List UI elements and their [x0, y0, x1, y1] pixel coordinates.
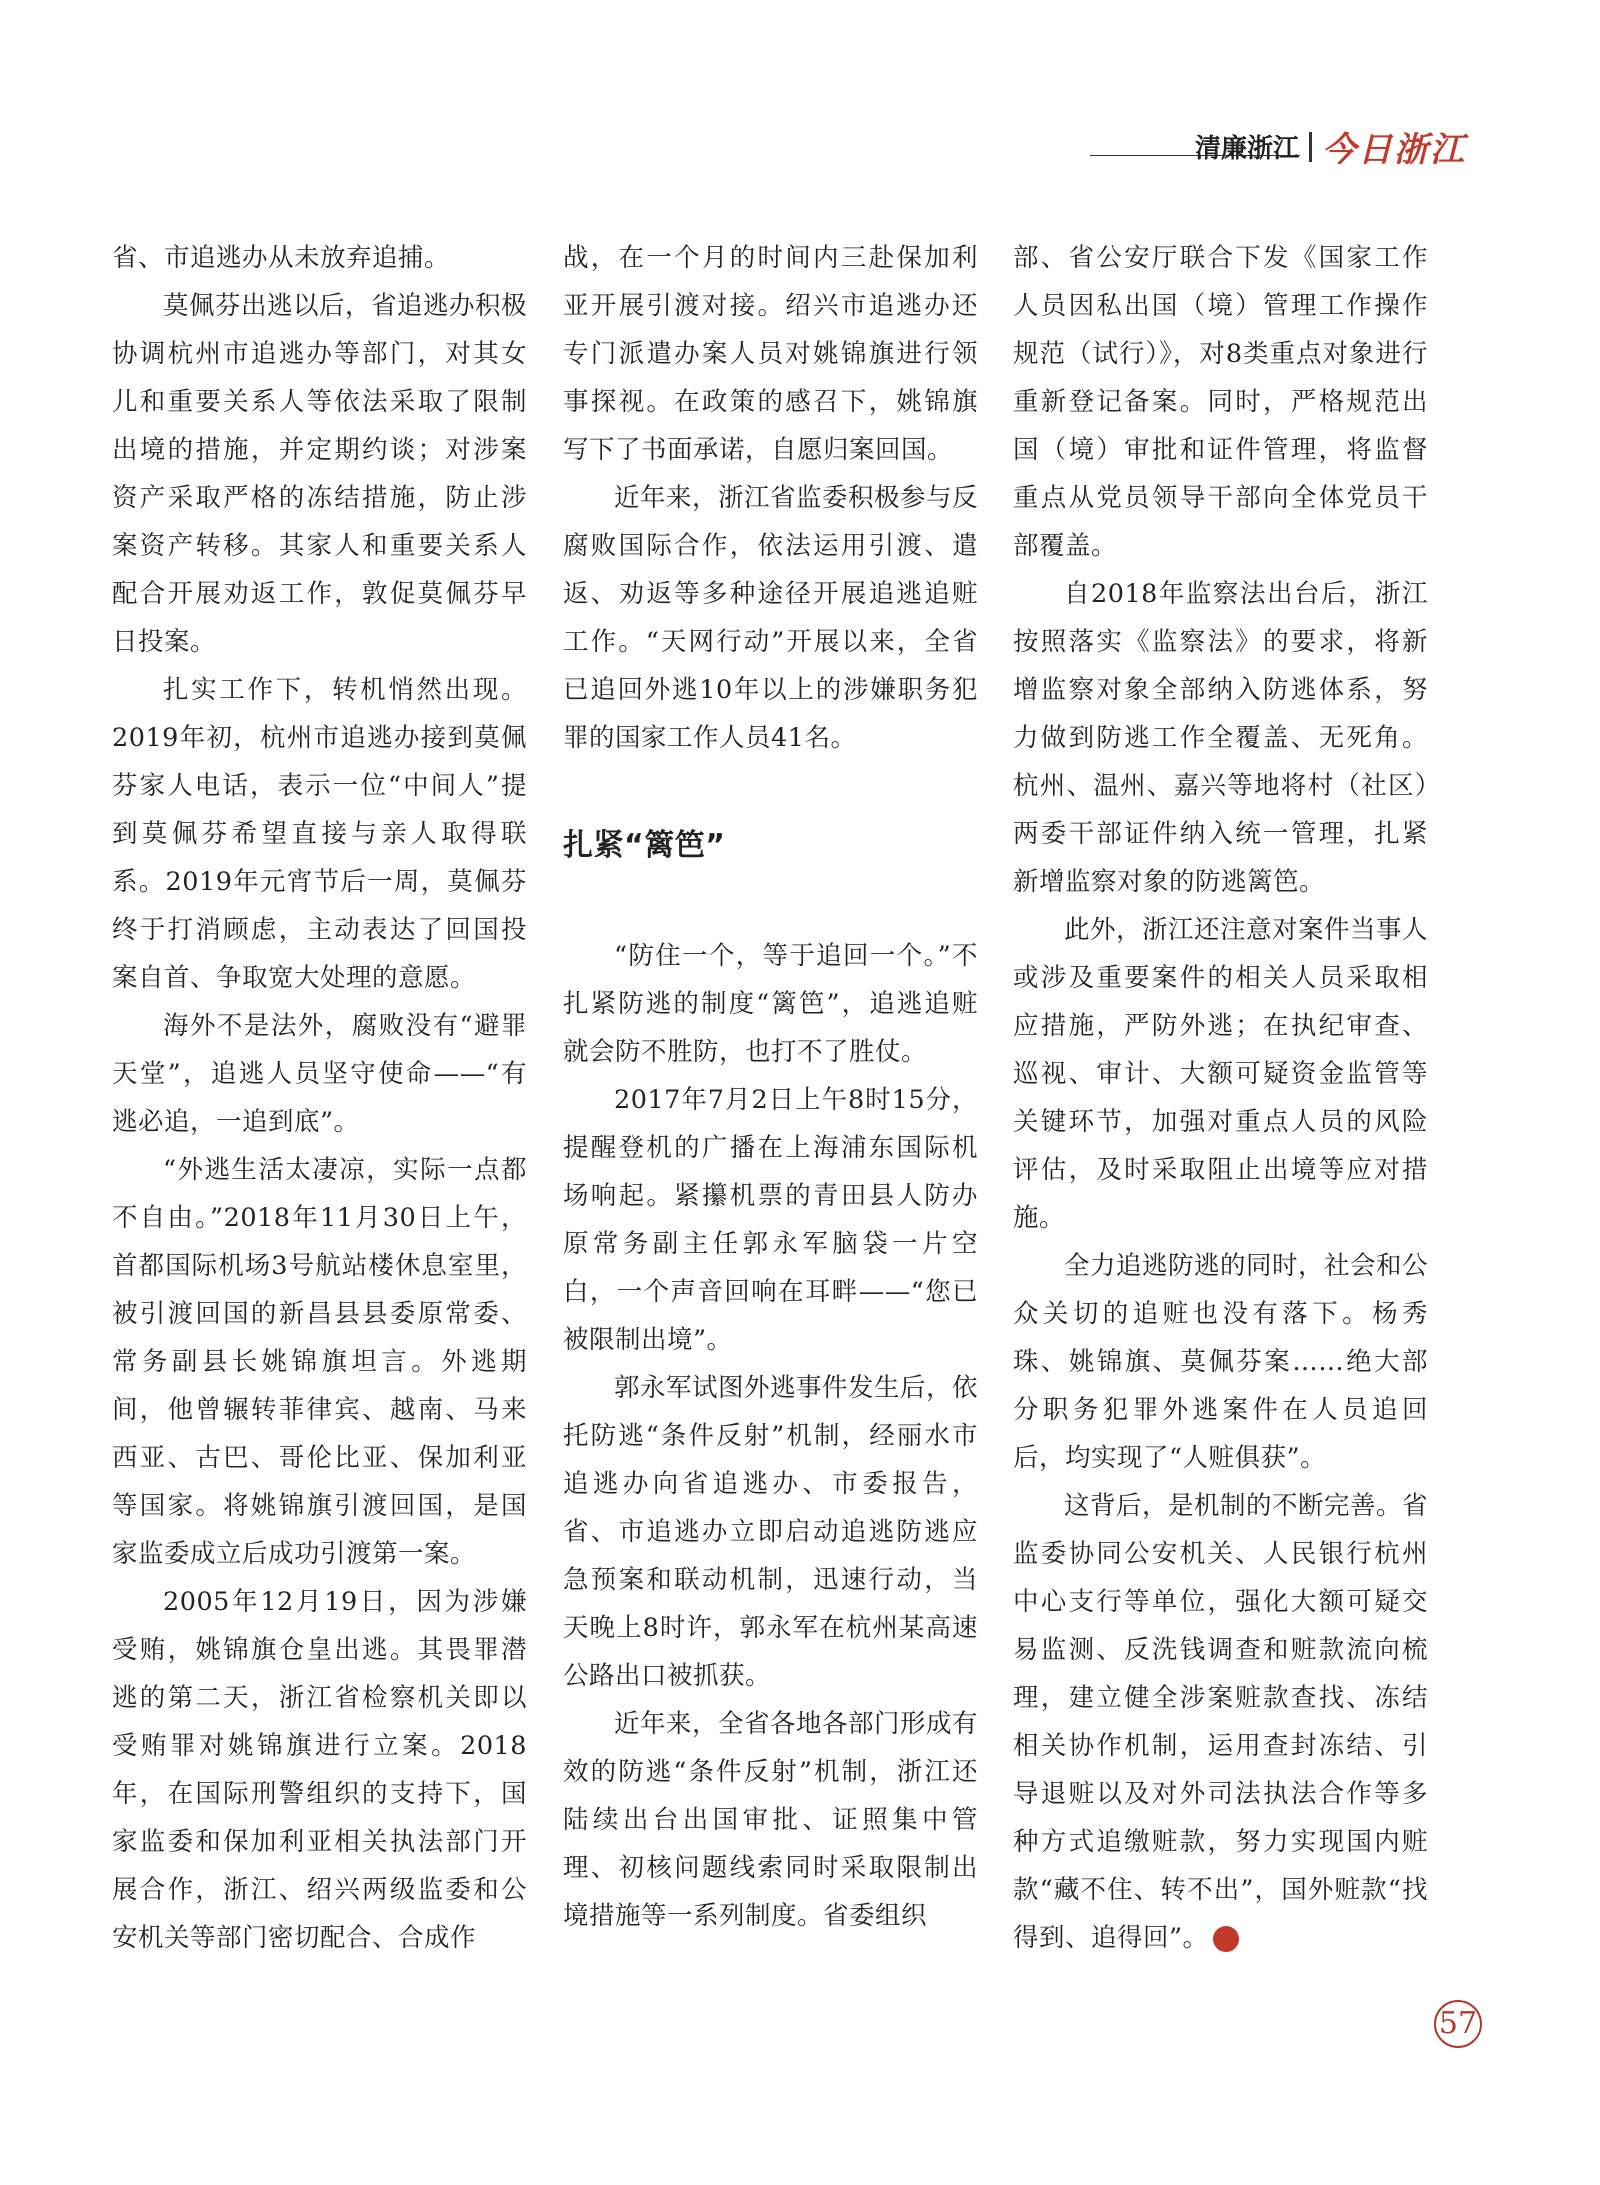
paragraph: 战，在一个月的时间内三赴保加利亚开展引渡对接。绍兴市追逃办还专门派遣办案人员对姚锦旗进行领事探视。在政策的感召下，姚锦旗写下了书面承诺，自愿归案回国。: [563, 243, 978, 465]
paragraph: 此外，浙江还注意对案件当事人或涉及重要案件的相关人员采取相应措施，严防外逃；在执纪审查、巡视、审计、大额可疑资金监管等关键环节，加强对重点人员的风险评估，及时采取阻止出境等应对措施。: [1013, 915, 1429, 1233]
article-column-2: [563, 234, 978, 1940]
paragraph-text: 这背后，是机制的不断完善。省监委协同公安机关、人民银行杭州中心支行等单位，强化大额可疑交易监测、反洗钱调查和赃款流向梳理，建立健全涉案赃款查找、冻结相关协作机制，运用查封冻结、引导退赃以及对外司法执法合作等多种方式追缴赃款，努力实现国内赃款“藏不住、转不出”，国外赃款“找得到、追得回”。: [1013, 1491, 1429, 1953]
paragraph: 全力追逃防逃的同时，社会和公众关切的追赃也没有落下。杨秀珠、姚锦旗、莫佩芬案……绝大部分职务犯罪外逃案件在人员追回后，均实现了“人赃俱获”。: [1013, 1251, 1429, 1473]
section-name: 清廉浙江: [1194, 134, 1299, 164]
paragraph: 部、省公安厅联合下发《国家工作人员因私出国（境）管理工作操作规范（试行）》，对8类重点对象进行重新登记备案。同时，严格规范出国（境）审批和证件管理，将监督重点从党员领导干部向全体党员干部覆盖。: [1013, 243, 1428, 561]
paragraph: 郭永军试图外逃事件发生后，依托防逃“条件反射”机制，经丽水市追逃办向省追逃办、市委报告，省、市追逃办立即启动追逃防逃应急预案和联动机制，迅速行动，当天晚上8时许，郭永军在杭州某高速公路出口被抓获。: [563, 1373, 979, 1691]
header-divider: [1309, 132, 1312, 162]
paragraph: “防住一个，等于追回一个。”不扎紧防逃的制度“篱笆”，追逃追赃就会防不胜防，也打不了胜仗。: [563, 941, 978, 1067]
paragraph: 2017年7月2日上午8时15分，提醒登机的广播在上海浦东国际机场响起。紧攥机票的青田县人防办原常务副主任郭永军脑袋一片空白，一个声音回响在耳畔——“您已被限制出境”。: [563, 1085, 978, 1355]
section-subheading: 扎紧“篱笆”: [563, 828, 726, 863]
page-header: [1195, 122, 1466, 171]
paragraph: 省、市追逃办从未放弃追捕。: [112, 243, 451, 273]
paragraph: 近年来，全省各地各部门形成有效的防逃“条件反射”机制，浙江还陆续出台出国审批、证照集中管理、初核问题线索同时采取限制出境措施等一系列制度。省委组织: [563, 1709, 979, 1931]
page-number: 57: [1434, 2000, 1482, 2048]
paragraph: 近年来，浙江省监委积极参与反腐败国际合作，依法运用引渡、遣返、劝返等多种途径开展追逃追赃工作。“天网行动”开展以来，全省已追回外逃10年以上的涉嫌职务犯罪的国家工作人员41名。: [563, 483, 979, 753]
paragraph: 2005年12月19日，因为涉嫌受贿，姚锦旗仓皇出逃。其畏罪潜逃的第二天，浙江省检察机关即以受贿罪对姚锦旗进行立案。2018年，在国际刑警组织的支持下，国家监委和保加利亚相关执法部门开展合作，浙江、绍兴两级监委和公安机关等部门密切配合、合成作: [112, 1587, 527, 1953]
end-mark-icon: 今: [1213, 1926, 1239, 1952]
last-paragraph: [1013, 1482, 1428, 1962]
paragraph: 莫佩芬出逃以后，省追逃办积极协调杭州市追逃办等部门，对其女儿和重要关系人等依法采取了限制出境的措施，并定期约谈；对涉案资产采取严格的冻结措施，防止涉案资产转移。其家人和重要关系人配合开展劝返工作，敦促莫佩芬早日投案。: [112, 291, 528, 657]
article-column-1: [112, 234, 527, 1962]
paragraph: “外逃生活太凄凉，实际一点都不自由。”2018年11月30日上午，首都国际机场3号航站楼休息室里，被引渡回国的新昌县县委原常委、常务副县长姚锦旗坦言。外逃期间，他曾辗转菲律宾、越南、马来西亚、古巴、哥伦比亚、保加利亚等国家。将姚锦旗引渡回国，是国家监委成立后成功引渡第一案。: [112, 1155, 527, 1569]
paragraph: 自2018年监察法出台后，浙江按照落实《监察法》的要求，将新增监察对象全部纳入防逃体系，努力做到防逃工作全覆盖、无死角。杭州、温州、嘉兴等地将村（社区）两委干部证件纳入统一管理，扎紧新增监察对象的防逃篱笆。: [1013, 579, 1428, 897]
paragraph: 海外不是法外，腐败没有“避罪天堂”，追逃人员坚守使命——“有逃必追，一追到底”。: [112, 1011, 527, 1137]
paragraph: 扎实工作下，转机悄然出现。2019年初，杭州市追逃办接到莫佩芬家人电话，表示一位“中间人”提到莫佩芬希望直接与亲人取得联系。2019年元宵节后一周，莫佩芬终于打消顾虑，主动表达了回国投案自首、争取宽大处理的意愿。: [112, 675, 527, 993]
magazine-logo: 今日浙江: [1322, 130, 1466, 170]
article-column-3: [1013, 234, 1428, 1962]
